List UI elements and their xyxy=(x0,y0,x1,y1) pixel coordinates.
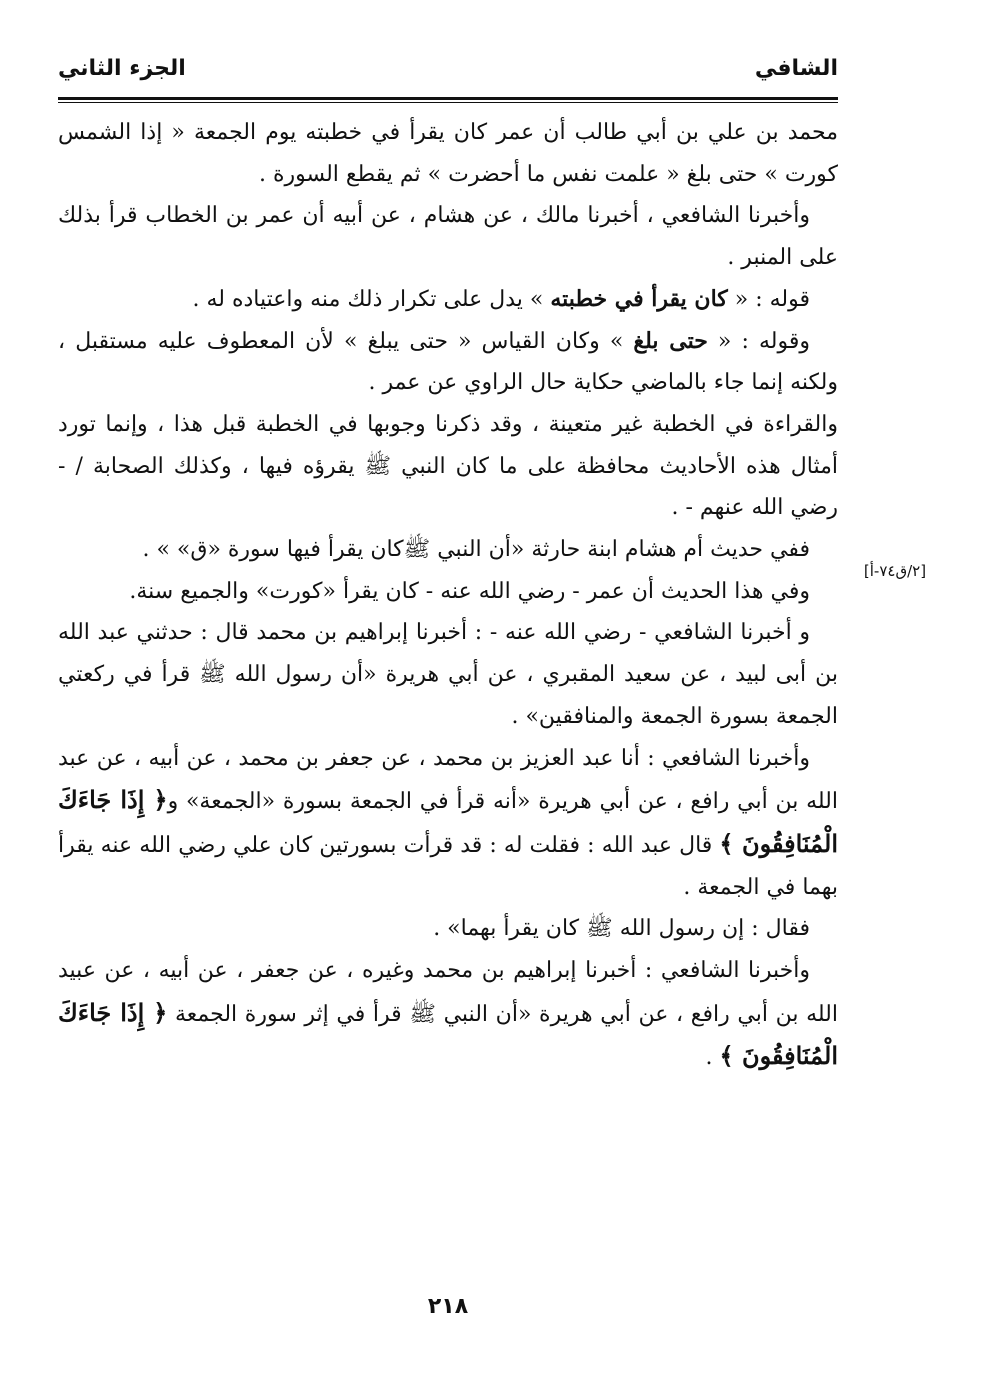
paragraph: وفي هذا الحديث أن عمر - رضي الله عنه - كان يقرأ «كورت» والجميع سنة. xyxy=(129,578,810,604)
paragraph xyxy=(58,738,838,909)
paragraph: وأخبرنا الشافعي ، أخبرنا مالك ، عن هشام ، عن أبيه أن عمر بن الخطاب قرأ بذلك على المنبر . xyxy=(58,203,838,271)
paragraph-tail: قال عبد الله : فقلت له : قد قرأت بسورتين كان علي رضي الله عنه يقرأ بهما في الجمعة . xyxy=(58,832,838,900)
paragraph xyxy=(58,279,838,321)
quran-ayah: ﴿ إِذَا جَاءَكَ الْمُنَافِقُونَ ﴾ xyxy=(58,785,838,858)
paragraph: والقراءة في الخطبة غير متعينة ، وقد ذكرنا وجوبها في الخطبة قبل هذا ، وإنما تورد أمثال هذه الأحاديث محافظة على ما كان النبي ﷺ يقرؤه فيها ، وكذلك الصحابة / - رضي الله عنهم - . xyxy=(58,411,838,521)
paragraph: و أخبرنا الشافعي - رضي الله عنه - : أخبرنا إبراهيم بن محمد قال : حدثني عبد الله بن أبى لبيد ، عن سعيد المقبري ، عن أبي هريرة «أن رسول الله ﷺ قرأ في ركعتي الجمعة بسورة الجمعة والمنافقين» . xyxy=(58,620,838,729)
page-number: ٢١٨ xyxy=(427,1294,469,1319)
header-rule-thick xyxy=(58,97,838,100)
volume-label: الجزء الثاني xyxy=(58,55,186,81)
book-title: الشافي xyxy=(754,55,838,81)
body-text xyxy=(58,112,838,1079)
manuscript-folio-note: [٢/ق٧٤-أ] xyxy=(863,562,927,580)
paragraph-text: وأخبرنا الشافعي : أنا عبد العزيز بن محمد ، عن جعفر بن محمد ، عن أبيه ، عن عبد الله بن أبي رافع ، عن أبي هريرة «أنه قرأ في الجمعة بسورة «الجمعة» و xyxy=(58,745,838,815)
paragraph-tail: . xyxy=(705,1045,720,1071)
quran-ayah: ﴿ إِذَا جَاءَكَ الْمُنَافِقُونَ ﴾ xyxy=(58,997,838,1071)
paragraph: ففي حديث أم هشام ابنة حارثة «أن النبي ﷺكان يقرأ فيها سورة «ق» » . xyxy=(142,537,810,563)
emphasis: حتى بلغ xyxy=(633,327,708,354)
paragraph-text: وأخبرنا الشافعي : أخبرنا إبراهيم بن محمد وغيره ، عن جعفر ، عن أبيه ، عن عبيد الله بن أبي رافع ، عن أبي هريرة «أن النبي ﷺ قرأ في إثر سورة الجمعة xyxy=(58,958,839,1027)
paragraph: وقوله : « حتى بلغ » وكان القياس « حتى يبلغ » لأن المعطوف عليه مستقبل ، ولكنه إنما جاء بالماضي حكاية حال الراوي عن عمر . xyxy=(58,327,838,396)
paragraph: فقال : إن رسول الله ﷺ كان يقرأ بهما» . xyxy=(433,916,810,942)
header-rule-thin xyxy=(58,102,838,103)
qawluh-prefix: قوله : « xyxy=(727,286,810,312)
qawluh-bold: كان يقرأ في خطبته xyxy=(550,285,728,312)
qawluh-suffix: » يدل على تكرار ذلك منه واعتياده له . xyxy=(192,286,551,312)
paragraph xyxy=(58,950,838,1079)
paragraph: محمد بن علي بن أبي طالب أن عمر كان يقرأ في خطبته يوم الجمعة « إذا الشمس كورت » حتى بلغ « علمت نفس ما أحضرت » ثم يقطع السورة . xyxy=(58,120,838,187)
running-head xyxy=(58,44,838,92)
